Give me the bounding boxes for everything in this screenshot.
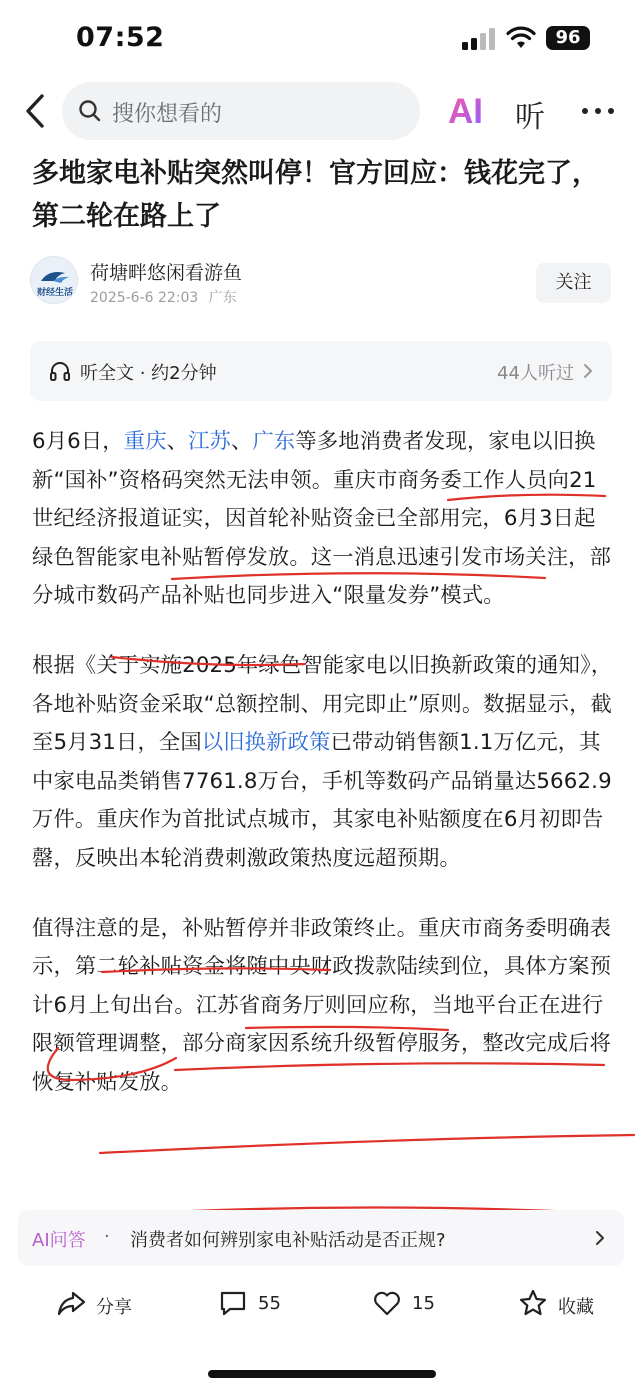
publish-meta (90, 287, 237, 307)
inline-link[interactable]: 以旧换新政策 (201, 730, 331, 756)
inline-link[interactable]: 广东 (252, 429, 296, 454)
bird-logo-icon (35, 267, 75, 287)
status-bar (0, 0, 642, 76)
listen-label: 听全文 · 约2分钟 (80, 363, 217, 384)
separator-dot: · (104, 1226, 110, 1247)
publish-location: 广东 (208, 290, 237, 306)
like-count: 15 (412, 1293, 435, 1314)
like-button[interactable] (372, 1288, 452, 1322)
follow-button[interactable]: 关注 (536, 263, 611, 303)
article-title: 多地家电补贴突然叫停！官方回应：钱花完了，第二轮在路上了 (32, 158, 599, 232)
ai-qa-question: 消费者如何辨别家电补贴活动是否正规? (130, 1230, 446, 1251)
article-paragraph (32, 423, 617, 616)
search-placeholder: 搜你想看的 (112, 102, 223, 127)
paragraph-text: 6月6日， (32, 429, 124, 454)
listen-full-text-bar[interactable] (30, 341, 612, 401)
home-indicator (208, 1370, 436, 1378)
paragraph-text: 等多地消费者发现，家电以旧换新“国补”资格码突然无法申领。重庆市商务委工作人员向21世纪经济报道证实，因首轮补贴资金已全部用完，6月3日起绿色智能家电补贴暂停发放。这一消息迅速引发市场关注，部分城市数码产品补贴也同步进入“限量发券”模式。 (32, 429, 612, 609)
listen-count: 44人听过 (497, 363, 574, 384)
article-paragraph (32, 647, 617, 879)
article-body (32, 423, 617, 1134)
battery-indicator: 96 (546, 26, 590, 50)
inline-link[interactable]: 重庆 (123, 429, 167, 454)
ai-label: AI (448, 92, 483, 131)
heart-icon (372, 1288, 402, 1318)
chevron-right-icon (582, 362, 594, 380)
ai-qa-suggestion[interactable] (18, 1210, 624, 1266)
share-label: 分享 (96, 1297, 132, 1318)
chevron-right-icon (594, 1229, 606, 1247)
ai-qa-label: AI问答 (32, 1230, 86, 1251)
comment-icon (218, 1288, 248, 1318)
publish-date: 2025-6-6 22:03 (90, 290, 199, 306)
share-icon (56, 1288, 86, 1318)
search-icon (78, 99, 102, 123)
paragraph-text: 、 (231, 429, 253, 454)
top-nav (0, 80, 642, 142)
paragraph-text: 已带动销售额1.1万亿元，其中家电品类销售7761.8万台，手机等数码产品销量达5662.9万件。重庆作为首批试点城市，其家电补贴额度在6月初即告罄，反映出本轮消费刺激政策热度远超预期。 (32, 730, 612, 871)
headphone-icon (48, 359, 72, 383)
back-arrow-icon[interactable] (20, 92, 54, 130)
search-input[interactable] (62, 82, 420, 140)
avatar-text: 财经生活 (36, 288, 73, 298)
ai-assistant-button[interactable] (448, 88, 488, 132)
cellular-signal-icon (462, 28, 496, 50)
comment-count: 55 (258, 1293, 281, 1314)
favorite-button[interactable] (518, 1288, 608, 1322)
status-time: 07:52 (76, 22, 165, 53)
article-paragraph (32, 910, 617, 1103)
inline-link[interactable]: 江苏 (188, 429, 232, 454)
author-name[interactable]: 荷塘畔悠闲看游鱼 (90, 262, 243, 284)
star-icon (518, 1288, 548, 1318)
bottom-action-bar (0, 1276, 642, 1336)
favorite-label: 收藏 (558, 1297, 594, 1318)
paragraph-text: 根据《关于实施2025年绿色智能家电以旧换新政策的通知》，各地补贴资金采取“总额控制、用完即止”原则。数据显示，截至5月31日，全国 (32, 652, 613, 756)
comment-button[interactable] (218, 1288, 298, 1322)
more-options-icon[interactable] (580, 100, 616, 120)
share-button[interactable] (56, 1288, 146, 1322)
paragraph-text: 值得注意的是，补贴暂停并非政策终止。重庆市商务委明确表示，第二轮补贴资金将随中央财政拨款陆续到位，具体方案预计6月上旬出台。江苏省商务厅则回应称，当地平台正在进行限额管理调整，部分商家因系统升级暂停服务，整改完成后将恢复补贴发放。 (32, 915, 612, 1095)
listen-button[interactable]: 听 (515, 100, 545, 135)
wifi-icon (506, 26, 536, 50)
paragraph-text: 、 (166, 429, 189, 454)
author-avatar[interactable] (30, 256, 78, 304)
